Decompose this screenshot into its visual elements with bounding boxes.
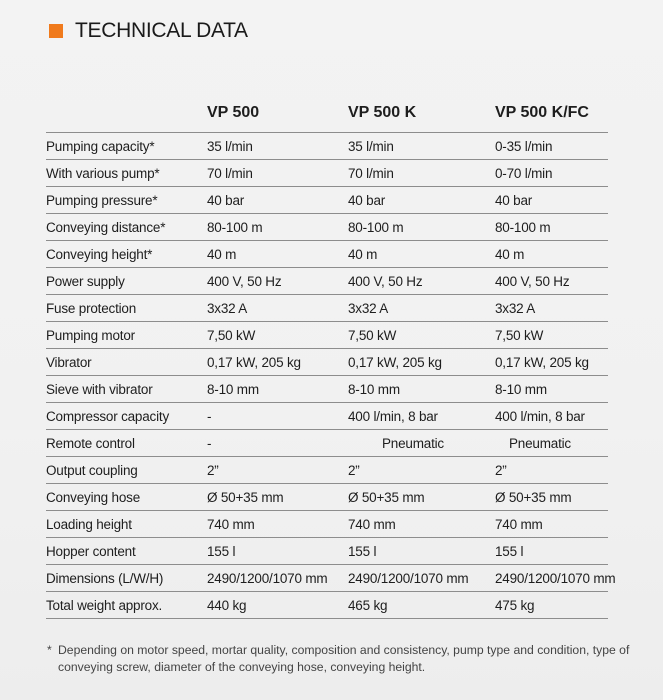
table-row (46, 591, 608, 619)
row-label: Dimensions (L/W/H) (46, 571, 164, 586)
row-label: Hopper content (46, 544, 136, 559)
cell-vp500k: 40 bar (348, 193, 386, 208)
table-row (46, 294, 608, 321)
row-label: Output coupling (46, 463, 138, 478)
row-label: Compressor capacity (46, 409, 169, 424)
cell-vp500k: 3x32 A (348, 301, 389, 316)
column-header-vp500k: VP 500 K (348, 104, 417, 121)
cell-vp500kfc: 2” (495, 463, 507, 478)
cell-vp500kfc: 475 kg (495, 598, 535, 613)
cell-vp500k: 40 m (348, 247, 378, 262)
table-row (46, 483, 608, 510)
row-label: Pumping pressure* (46, 193, 158, 208)
row-label: Sieve with vibrator (46, 382, 153, 397)
cell-vp500kfc: 740 mm (495, 517, 543, 532)
table-row (46, 267, 608, 294)
table-row (46, 375, 608, 402)
cell-vp500kfc: 400 l/min, 8 bar (495, 409, 585, 424)
cell-vp500k: 155 l (348, 544, 377, 559)
cell-vp500kfc: 3x32 A (495, 301, 536, 316)
cell-vp500: 0,17 kW, 205 kg (207, 355, 301, 370)
cell-vp500: 80-100 m (207, 220, 263, 235)
section-heading (49, 19, 248, 43)
table-row (46, 132, 608, 159)
cell-vp500k: Pneumatic (382, 436, 444, 451)
row-label: Pumping capacity* (46, 139, 155, 154)
row-label: Pumping motor (46, 328, 135, 343)
table-row (46, 240, 608, 267)
cell-vp500k: 80-100 m (348, 220, 404, 235)
footnote-marker: * (47, 643, 52, 657)
row-label: Loading height (46, 517, 132, 532)
cell-vp500kfc: 80-100 m (495, 220, 551, 235)
table-row (46, 564, 616, 591)
cell-vp500: 40 bar (207, 193, 245, 208)
cell-vp500: - (207, 409, 212, 424)
cell-vp500kfc: 2490/1200/1070 mm (495, 571, 616, 586)
cell-vp500kfc: 40 m (495, 247, 525, 262)
footnote (47, 642, 647, 676)
cell-vp500: 8-10 mm (207, 382, 259, 397)
orange-square-icon (49, 24, 63, 38)
row-label: Fuse protection (46, 301, 137, 316)
table-row (46, 213, 608, 240)
cell-vp500k: 400 l/min, 8 bar (348, 409, 438, 424)
cell-vp500: 400 V, 50 Hz (207, 274, 282, 289)
cell-vp500kfc: Pneumatic (509, 436, 571, 451)
technical-data-table (46, 132, 616, 619)
cell-vp500: Ø 50+35 mm (207, 490, 284, 505)
column-header-vp500kfc: VP 500 K/FC (495, 104, 589, 121)
table-row (46, 429, 608, 456)
footnote-text: Depending on motor speed, mortar quality, composition and consistency, pump type and condition, type of conveying screw, diameter of the conveying hose, conveying height. (58, 643, 630, 674)
cell-vp500kfc: 0,17 kW, 205 kg (495, 355, 589, 370)
column-header-vp500: VP 500 (207, 104, 260, 121)
row-label: With various pump* (46, 166, 160, 181)
cell-vp500: 3x32 A (207, 301, 248, 316)
cell-vp500kfc: 7,50 kW (495, 328, 544, 343)
cell-vp500kfc: 40 bar (495, 193, 533, 208)
section-title: TECHNICAL DATA (75, 19, 248, 42)
cell-vp500: 35 l/min (207, 139, 253, 154)
cell-vp500kfc: 8-10 mm (495, 382, 547, 397)
cell-vp500: 2490/1200/1070 mm (207, 571, 328, 586)
row-label: Conveying height* (46, 247, 153, 262)
row-label: Vibrator (46, 355, 92, 370)
table-row (46, 159, 608, 186)
cell-vp500: 70 l/min (207, 166, 253, 181)
cell-vp500k: 0,17 kW, 205 kg (348, 355, 442, 370)
cell-vp500: 40 m (207, 247, 237, 262)
cell-vp500k: Ø 50+35 mm (348, 490, 425, 505)
cell-vp500: 440 kg (207, 598, 247, 613)
cell-vp500k: 2” (348, 463, 360, 478)
row-label: Total weight approx. (46, 598, 163, 613)
cell-vp500kfc: 400 V, 50 Hz (495, 274, 570, 289)
cell-vp500kfc: Ø 50+35 mm (495, 490, 572, 505)
cell-vp500kfc: 0-35 l/min (495, 139, 553, 154)
cell-vp500k: 7,50 kW (348, 328, 397, 343)
cell-vp500k: 2490/1200/1070 mm (348, 571, 469, 586)
cell-vp500: 7,50 kW (207, 328, 256, 343)
table-row (46, 321, 608, 348)
table-row (46, 186, 608, 213)
cell-vp500kfc: 155 l (495, 544, 524, 559)
cell-vp500k: 740 mm (348, 517, 396, 532)
row-label: Conveying distance* (46, 220, 166, 235)
cell-vp500k: 465 kg (348, 598, 388, 613)
table-row (46, 402, 608, 429)
table-row (46, 456, 608, 483)
cell-vp500k: 400 V, 50 Hz (348, 274, 423, 289)
table-row (46, 348, 608, 375)
cell-vp500k: 70 l/min (348, 166, 394, 181)
cell-vp500: - (207, 436, 212, 451)
table-row (46, 537, 608, 564)
cell-vp500k: 35 l/min (348, 139, 394, 154)
cell-vp500: 2” (207, 463, 219, 478)
cell-vp500kfc: 0-70 l/min (495, 166, 553, 181)
cell-vp500k: 8-10 mm (348, 382, 400, 397)
cell-vp500: 740 mm (207, 517, 255, 532)
row-label: Power supply (46, 274, 125, 289)
cell-vp500: 155 l (207, 544, 236, 559)
row-label: Conveying hose (46, 490, 141, 505)
table-row (46, 510, 608, 537)
row-label: Remote control (46, 436, 135, 451)
